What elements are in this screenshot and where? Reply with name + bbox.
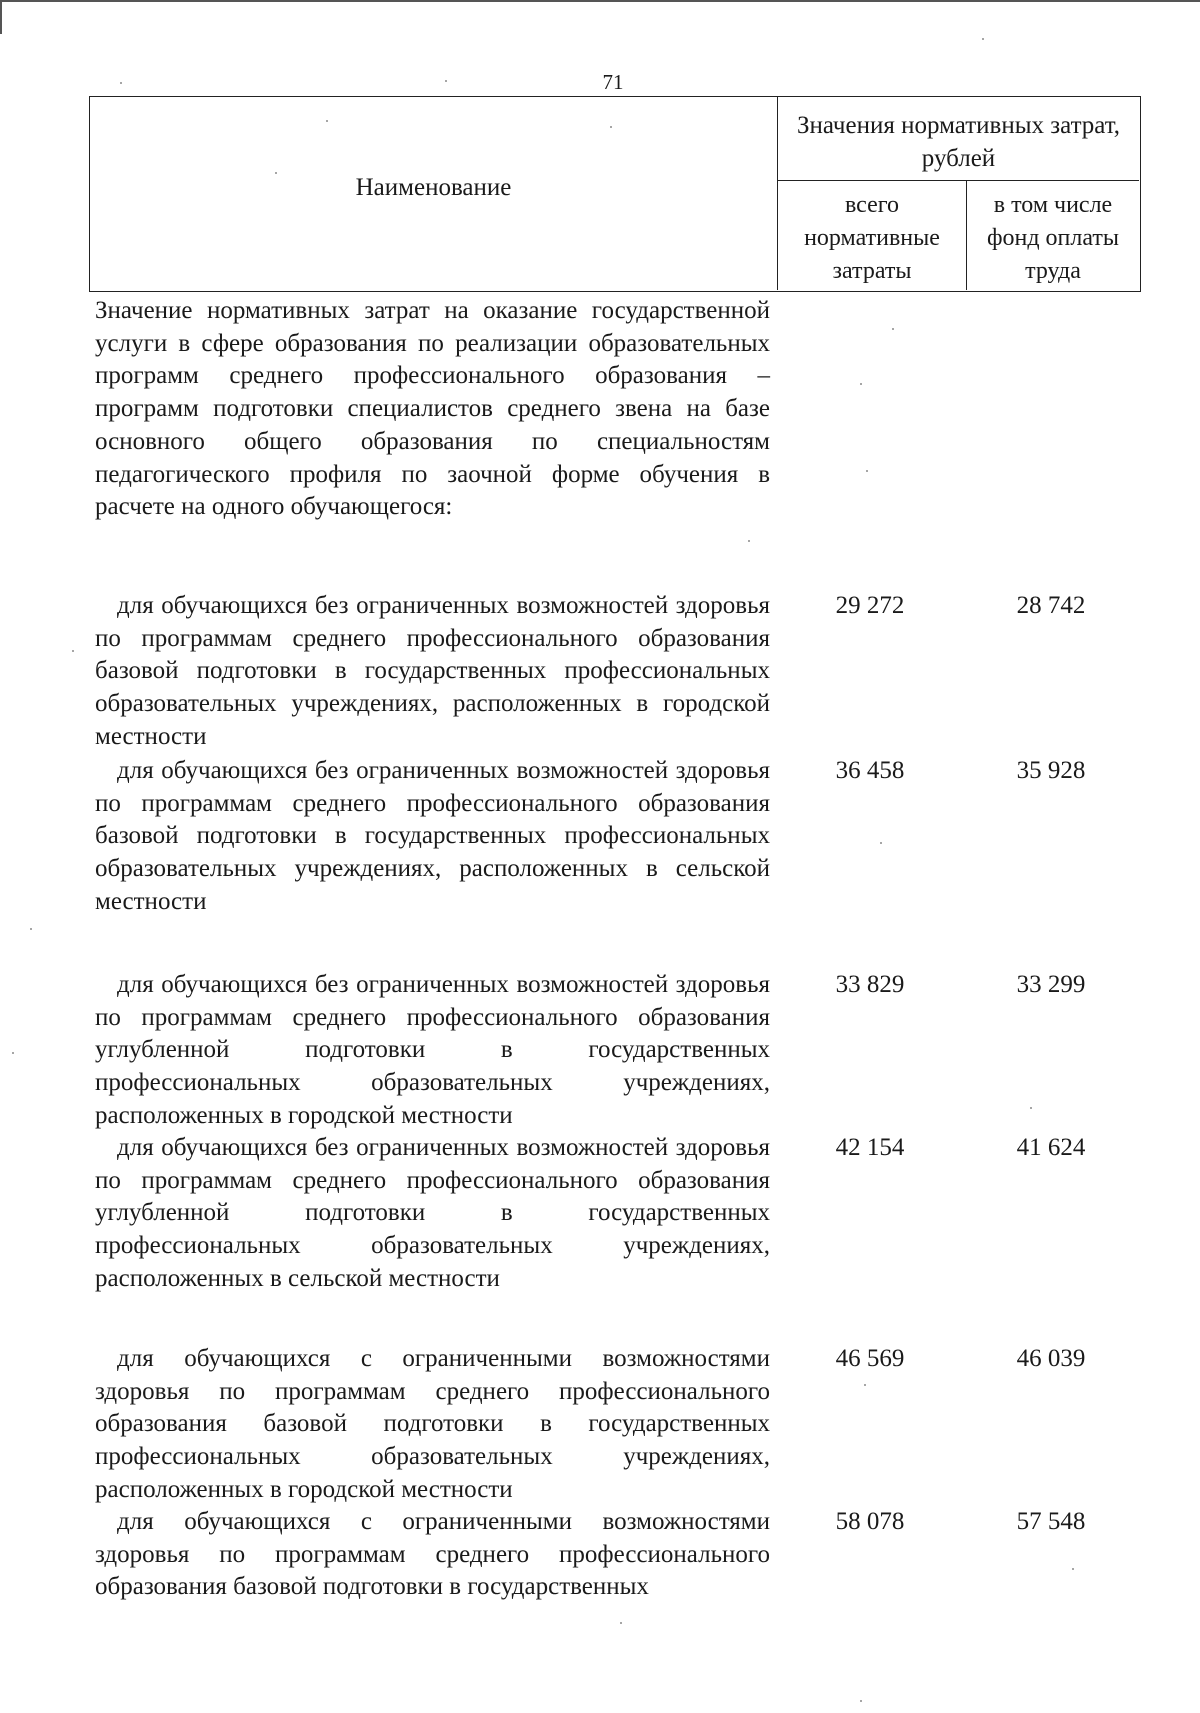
scan-speck <box>610 126 612 128</box>
scan-speck <box>892 328 894 330</box>
scan-speck <box>620 1622 622 1624</box>
scan-speck <box>880 842 882 844</box>
row-total-value: 42 154 <box>835 1134 905 1161</box>
row-total-value: 46 569 <box>835 1345 905 1372</box>
row-total-value: 29 272 <box>835 592 905 619</box>
intro-paragraph: Значение нормативных затрат на оказание государственной услуги в сфере образования по реализации образовательных программ среднего профессионального образования – программ подготовки специалистов среднего звена на базе основного общего образования по специальностям педагогического профиля по заочной форме обучения в расчете на одного обучающегося: <box>95 297 770 521</box>
scan-speck <box>864 1384 866 1386</box>
row-text: для обучающихся без ограниченных возможностей здоровья по программам среднего профессионального образования базовой подготовки в государственных профессиональных образовательных учреждениях, расположенных в сельской местности <box>95 757 770 915</box>
row-wage-value: 33 299 <box>1016 971 1086 998</box>
scan-speck <box>748 540 750 542</box>
table-header <box>89 96 1141 292</box>
row-text: для обучающихся без ограниченных возможностей здоровья по программам среднего профессионального образования углубленной подготовки в государственных профессиональных образовательных учреждениях, расположенных в сельской местности <box>95 1134 770 1292</box>
row-wage-value: 41 624 <box>1016 1134 1086 1161</box>
row-wage-value: 35 928 <box>1016 757 1086 784</box>
scan-edge-left <box>0 0 2 34</box>
row-text: для обучающихся с ограниченными возможностями здоровья по программам среднего профессионального образования базовой подготовки в государственных <box>95 1508 770 1601</box>
scan-speck <box>72 650 74 652</box>
header-name-cell: Наименование <box>90 97 778 290</box>
row-total-value: 33 829 <box>835 971 905 998</box>
scan-speck <box>860 383 862 385</box>
row-wage-value: 46 039 <box>1016 1345 1086 1372</box>
row-text: для обучающихся без ограниченных возможностей здоровья по программам среднего профессионального образования углубленной подготовки в государственных профессиональных образовательных учреждениях, расположенных в городской местности <box>95 971 770 1129</box>
scan-speck <box>1072 1568 1074 1570</box>
row-wage-value: 57 548 <box>1016 1508 1086 1535</box>
page-number: 71 <box>602 70 624 94</box>
header-wage-cell: в том числе фонд оплаты труда <box>986 192 1120 284</box>
scan-speck <box>275 172 277 174</box>
row-text: для обучающихся без ограниченных возможностей здоровья по программам среднего профессионального образования базовой подготовки в государственных профессиональных образовательных учреждениях, расположенных в городской местности <box>95 592 770 750</box>
scan-speck <box>866 470 868 472</box>
header-total-cell: всего нормативные затраты <box>778 181 967 290</box>
scan-speck <box>1030 1107 1032 1109</box>
scan-speck <box>445 80 447 82</box>
scan-speck <box>860 1700 862 1702</box>
scan-speck <box>982 38 984 40</box>
scan-speck <box>12 1052 14 1054</box>
row-total-value: 36 458 <box>835 757 905 784</box>
scan-speck <box>30 928 32 930</box>
row-text: для обучающихся с ограниченными возможностями здоровья по программам среднего профессионального образования базовой подготовки в государственных профессиональных образовательных учреждениях, расположенных в городской местности <box>95 1345 770 1503</box>
scan-speck <box>120 82 122 84</box>
scan-edge-top <box>0 0 1200 2</box>
scan-speck <box>326 120 328 122</box>
header-values-group: Значения нормативных затрат, рублей <box>778 97 1139 181</box>
row-total-value: 58 078 <box>835 1508 905 1535</box>
row-wage-value: 28 742 <box>1016 592 1086 619</box>
